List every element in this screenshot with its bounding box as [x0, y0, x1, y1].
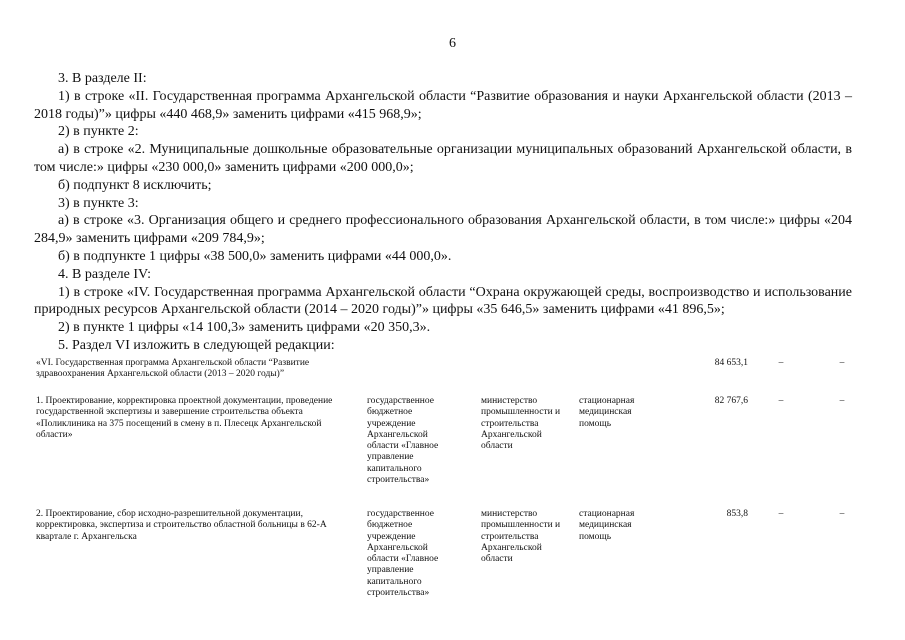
row-direction: стационарная медицинская помощь [579, 509, 635, 542]
row-value: 84 653,1 [714, 358, 748, 368]
row-dash: – [839, 396, 845, 406]
row-dash: – [839, 358, 845, 368]
program-table [36, 358, 872, 619]
paragraph: 4. В разделе IV: [58, 266, 151, 282]
row-name: 2. Проектирование, сбор исходно-разрешительной документации, корректировка, экспертиза и строительство областной больницы в 62-А квартале г. Архангельска [36, 509, 327, 542]
row-dash: – [778, 358, 784, 368]
document-body [34, 70, 852, 355]
paragraph: 5. Раздел VI изложить в следующей редакции: [58, 337, 335, 353]
row-name: 1. Проектирование, корректировка проектной документации, проведение государственной экспертизы и завершение строительства объекта «Поликлиника на 375 посещений в смену в п. Плесецк Архангельской области» [36, 396, 333, 440]
table-row [36, 396, 872, 509]
row-dash: – [778, 509, 784, 519]
row-dash: – [778, 396, 784, 406]
row-name: «VI. Государственная программа Архангельской области “Развитие здравоохранения Архангельской области (2013 – 2020 годы)” [36, 358, 310, 380]
row-value: 82 767,6 [714, 396, 748, 406]
row-responsible: министерство промышленности и строительства Архангельской области [481, 509, 561, 565]
row-executor: государственное бюджетное учреждение Архангельской области «Главное управление капитального строительства» [367, 396, 439, 486]
table-row [36, 358, 872, 396]
paragraph: 3. В разделе II: [58, 71, 147, 86]
row-executor: государственное бюджетное учреждение Архангельской области «Главное управление капитального строительства» [367, 509, 439, 599]
paragraph: 1) в строке «IV. Государственная программа Архангельской области “Охрана окружающей среды, воспроизводство и использование природных ресурсов Архангельской области (2014 – 2020 годы)”» цифры «35 646,5» заменить цифрами «41 896,5»; [34, 284, 852, 318]
paragraph: б) подпункт 8 исключить; [58, 177, 212, 193]
paragraph: а) в строке «3. Организация общего и среднего профессионального образования Архангельской области, в том числе:» цифры «204 284,9» заменить цифрами «209 784,9»; [34, 213, 852, 247]
paragraph: 3) в пункте 3: [58, 195, 139, 211]
row-responsible: министерство промышленности и строительства Архангельской области [481, 396, 561, 452]
paragraph: 1) в строке «II. Государственная программа Архангельской области “Развитие образования и науки Архангельской области (2013 – 2018 годы)”» цифры «440 468,9» заменить цифрами «415 968,9»; [34, 88, 852, 122]
paragraph: б) в подпункте 1 цифры «38 500,0» заменить цифрами «44 000,0». [58, 248, 452, 264]
paragraph: а) в строке «2. Муниципальные дошкольные образовательные организации муниципальных образований Архангельской области, в том числе:» цифры «230 000,0» заменить цифрами «200 000,0»; [34, 142, 852, 175]
row-dash: – [839, 509, 845, 519]
row-direction: стационарная медицинская помощь [579, 396, 635, 429]
paragraph: 2) в пункте 2: [58, 124, 139, 140]
table-row [36, 509, 872, 619]
row-value: 853,8 [726, 509, 748, 519]
page-number: 6 [449, 36, 456, 51]
paragraph: 2) в пункте 1 цифры «14 100,3» заменить цифрами «20 350,3». [58, 320, 431, 336]
